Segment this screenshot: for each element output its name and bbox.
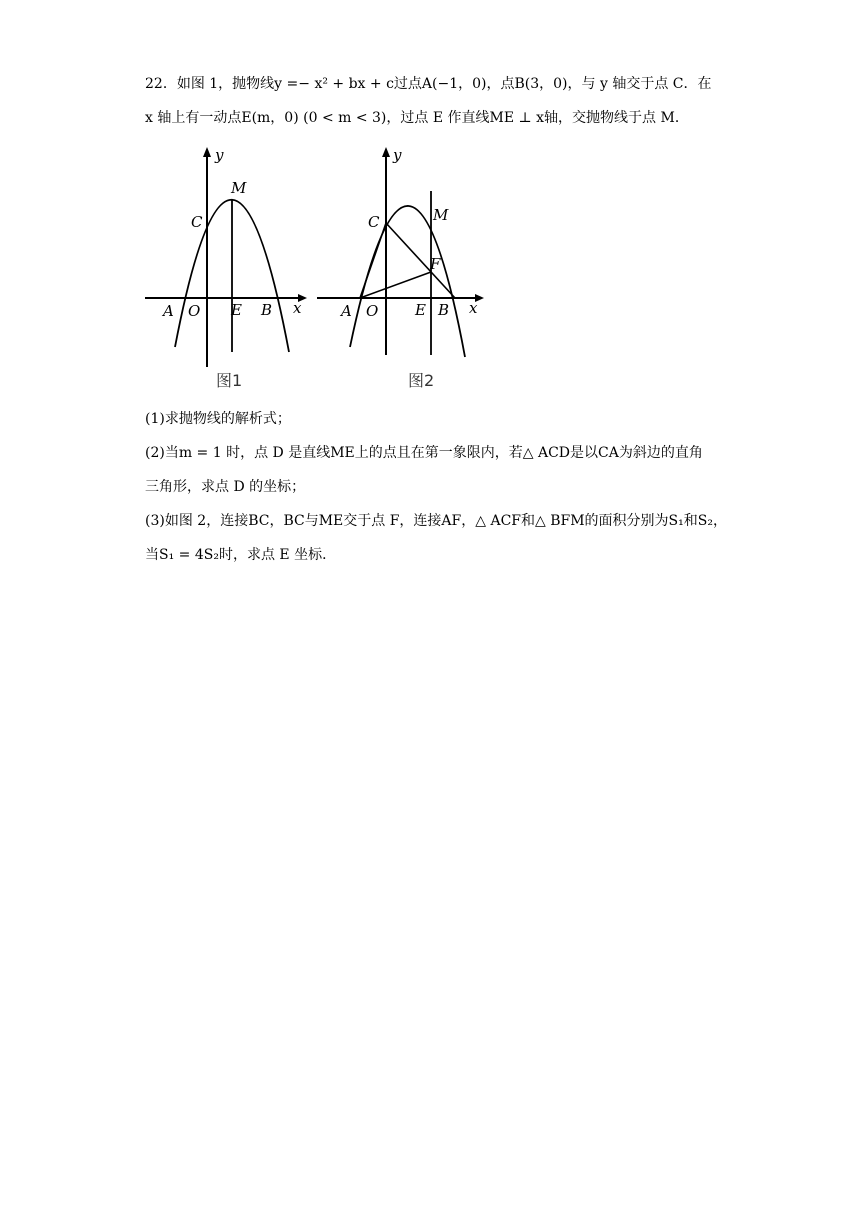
fig2-label-O: O [366, 302, 379, 320]
fig1-label-O: O [188, 302, 201, 320]
fig1-label-E: E [231, 301, 242, 319]
question-2-line-1: (2)当m = 1 时，点 D 是直线ME上的点且在第一象限内，若△ ACD是以CA为斜边的直角 [145, 445, 703, 461]
fig2-segment-CA [360, 223, 386, 298]
fig2-label-F: F [430, 255, 441, 273]
fig1-label-M: M [231, 179, 247, 197]
fig2-label-B: B [438, 301, 450, 319]
problem-text-line-2: x 轴上有一动点E(m，0) (0 < m < 3)，过点 E 作直线ME ⊥ x轴，交抛物线于点 M． [145, 110, 689, 126]
fig1-label-C: C [191, 213, 203, 231]
fig2-segment-CB [386, 223, 455, 298]
question-3-line-2: 当S₁ = 4S₂时，求点 E 坐标． [145, 547, 337, 563]
fig2-label-E: E [415, 301, 426, 319]
fig2-label-A: A [341, 302, 352, 320]
fig2-label-C: C [368, 213, 380, 231]
fig2-segment-AF [360, 272, 431, 298]
question-1: (1)求抛物线的解析式； [145, 411, 291, 427]
fig1-caption: 图1 [216, 371, 243, 390]
problem-text-line-1: 22．如图 1，抛物线y =− x² + bx + c过点A(−1，0)，点B(3，0)，与 y 轴交于点 C．在 [145, 76, 712, 92]
figures [140, 140, 500, 400]
fig2-label-x: x [469, 299, 478, 317]
fig1-y-arrow [203, 147, 211, 157]
figure-1 [145, 146, 307, 390]
question-2-line-2: 三角形，求点 D 的坐标； [145, 479, 306, 495]
fig2-caption: 图2 [408, 371, 435, 390]
fig1-label-A: A [163, 302, 174, 320]
question-3-line-1: (3)如图 2，连接BC，BC与ME交于点 F，连接AF，△ ACF和△ BFM的面积分别为S₁和S₂， [145, 513, 727, 529]
fig2-label-y: y [393, 146, 402, 164]
fig2-y-arrow [382, 147, 390, 157]
fig1-label-B: B [261, 301, 273, 319]
fig2-label-M: M [433, 206, 449, 224]
fig1-label-y: y [215, 146, 224, 164]
fig1-label-x: x [293, 299, 302, 317]
figure-2 [317, 146, 484, 390]
